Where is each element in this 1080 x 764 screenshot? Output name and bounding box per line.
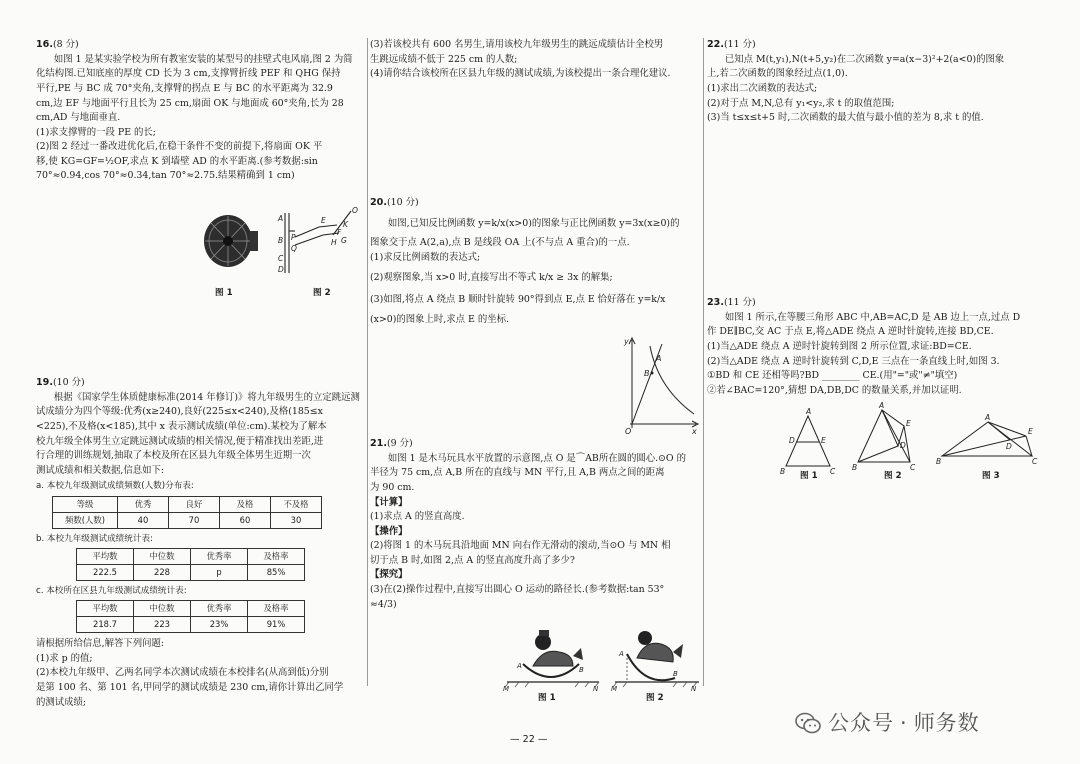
question-part: (1)求出二次函数的表达式; xyxy=(707,83,818,95)
table-cell: 频数(人数) xyxy=(53,512,118,528)
question-line: 图象交于点 A(2,a),点 B 是线段 OA 上(不与点 A 重合)的一点. xyxy=(370,237,630,249)
question-score: (11 分) xyxy=(724,39,756,50)
svg-text:D: D xyxy=(789,436,795,445)
table-header-cell: 良好 xyxy=(169,496,220,512)
table-cell: 30 xyxy=(271,512,322,528)
table-header-cell: 等级 xyxy=(53,496,118,512)
question-line: <225),不及格(x<185),其中 x 表示测试成绩(单位:cm).某校为了解本 xyxy=(36,421,327,433)
question-part: 70°≈0.94,cos 70°≈0.34,tan 70°≈2.75.结果精确到 1 cm) xyxy=(36,170,295,182)
question-part: (3)当 t≤x≤t+5 时,二次函数的最大值与最小值的差为 8,求 t 的值. xyxy=(707,112,984,124)
fan-structure-diagram xyxy=(273,207,363,279)
svg-text:P: P xyxy=(291,233,296,242)
table-cell: 60 xyxy=(220,512,271,528)
svg-text:C: C xyxy=(910,463,916,472)
column-left xyxy=(36,38,370,184)
question-part: (1)求支撑臂的一段 PE 的长; xyxy=(36,126,156,138)
question-line: 根据《国家学生体质健康标准(2014 年修订)》将九年级男生的立定跳远测 xyxy=(53,391,360,403)
table-header-cell: 及格率 xyxy=(248,601,305,617)
svg-text:O: O xyxy=(352,206,358,215)
table-header-cell: 平均数 xyxy=(77,548,134,564)
table-cell: 40 xyxy=(118,512,169,528)
question-line: 测试成绩和相关数据,信息如下: xyxy=(36,464,165,476)
svg-text:E: E xyxy=(321,216,326,225)
svg-text:C: C xyxy=(278,254,284,263)
school-stats-table xyxy=(76,548,305,581)
question-line: 如图,已知反比例函数 y=k/x(x>0)的图象与正比例函数 y=3x(x≥0)的 xyxy=(387,217,680,229)
svg-text:B: B xyxy=(780,467,786,476)
rocking-horse-figure-2 xyxy=(611,630,701,692)
question-part: (1)当△ADE 绕点 A 逆时针旋转到图 2 所示位置,求证:BD=CE. xyxy=(707,341,972,353)
section-heading: 【计算】 xyxy=(370,496,408,508)
question-part: 生跳远成绩不低于 225 cm 的人数; xyxy=(370,53,518,65)
svg-text:A: A xyxy=(806,407,812,416)
question-number: 20. xyxy=(370,197,387,208)
question-part: (2)将图 1 的木马玩具沿地面 MN 向右作无滑动的滚动,当⊙O 与 MN 相 xyxy=(370,540,671,552)
table-header-cell: 及格率 xyxy=(248,548,305,564)
figure-caption: 图 2 xyxy=(646,693,664,703)
question-line: 如图 1 是木马玩具水平放置的示意图,点 O 是⌒AB所在圆的圆心.⊙O 的 xyxy=(387,452,686,464)
svg-text:Q: Q xyxy=(291,244,297,253)
question-part: (x>0)的图象上时,求点 E 的坐标. xyxy=(370,313,509,325)
question-part: (2)本校九年级甲、乙两名同学本次测试成绩在本校排名(从高到低)分别 xyxy=(36,667,329,679)
question-number: 21. xyxy=(370,438,387,449)
question-part: 移,使 KG=GF=½OF,求点 K 到墙壁 AD 的水平距离.(参考数据:sin xyxy=(36,155,318,167)
figure-caption: 图 2 xyxy=(884,471,902,481)
table-header-cell: 平均数 xyxy=(77,601,134,617)
question-line: cm,AD 与地面垂直. xyxy=(36,112,121,124)
line-label-n: N xyxy=(691,685,697,693)
fan-photo-figure xyxy=(200,213,260,275)
figure-caption: 图 3 xyxy=(982,471,1000,481)
question-score: (10 分) xyxy=(53,377,85,388)
question-line: cm,边 EF 与地面平行且长为 25 cm,扇面 OK 与地面成 60°夹角,长为 28 xyxy=(36,97,344,109)
question-16 xyxy=(36,38,370,184)
svg-text:A: A xyxy=(278,214,284,223)
table-header-cell: 优秀率 xyxy=(191,601,248,617)
svg-text:D: D xyxy=(900,441,906,450)
function-graph xyxy=(624,336,700,436)
district-stats-table xyxy=(76,600,305,633)
point-label-b: B xyxy=(673,670,678,678)
question-number: 16. xyxy=(36,39,53,50)
question-line: 已知点 M(t,y₁),N(t+5,y₂)在二次函数 y=a(x−3)²+2(a<0)的图象 xyxy=(724,53,1005,65)
triangle-figure-2 xyxy=(852,401,918,472)
figure-caption: 图 1 xyxy=(800,471,818,481)
question-number: 22. xyxy=(707,39,724,50)
question-part: (2)图 2 经过一番改进优化后,在稳干条件不变的前提下,将扇面 OK 平 xyxy=(36,141,323,153)
column-divider-right xyxy=(703,38,704,686)
table-cell: 91% xyxy=(248,617,305,633)
question-part: 是第 100 名、第 101 名,甲同学的测试成绩是 230 cm,请你计算出乙同学 xyxy=(36,682,344,693)
svg-text:G: G xyxy=(341,236,347,245)
question-score: (9 分) xyxy=(387,438,413,449)
question-22 xyxy=(707,38,1047,126)
question-score: (10 分) xyxy=(387,197,419,208)
watermark-left: 公众号 xyxy=(828,711,894,735)
svg-text:B: B xyxy=(852,463,858,472)
table-cell: 218.7 xyxy=(77,617,134,633)
svg-text:E: E xyxy=(821,436,826,445)
point-label-b: B xyxy=(644,369,650,378)
watermark-right: 师务数 xyxy=(913,711,980,735)
question-line: 请根据所给信息,解答下列问题: xyxy=(36,638,165,650)
rocking-horse-figure-1 xyxy=(503,630,603,692)
axis-label-y: y xyxy=(624,337,629,346)
line-label-m: M xyxy=(611,685,618,693)
svg-text:B: B xyxy=(278,236,284,245)
question-score: (11 分) xyxy=(724,297,756,308)
svg-text:D: D xyxy=(1006,442,1012,451)
question-line: 如图 1 是某实验学校为所有教室安装的某型号的挂壁式电风扇,图 2 为简 xyxy=(53,53,353,65)
question-part: (3)若该校共有 600 名男生,请用该校九年级男生的跳远成绩估计全校男 xyxy=(370,39,664,50)
origin-label: O xyxy=(625,427,632,436)
figure-caption: 图 1 xyxy=(538,693,556,703)
question-part: 的测试成绩; xyxy=(36,696,87,708)
question-part: (2)观察图象,当 x>0 时,直接写出不等式 k/x ≥ 3x 的解集; xyxy=(370,271,613,283)
table-cell: 228 xyxy=(134,564,191,580)
question-part: (1)求反比例函数的表达式; xyxy=(370,252,481,264)
frequency-table xyxy=(52,496,322,529)
line-label-m: M xyxy=(503,685,510,693)
question-line: 行合理的训练规划,抽取了本校及所在区县九年级全体男生近期一次 xyxy=(36,450,311,462)
point-label-a: A xyxy=(619,650,624,658)
table-cell: 223 xyxy=(134,617,191,633)
question-line: 化结构图.已知底座的厚度 CD 长为 3 cm,支撑臂折线 PEF 和 QHG 保持 xyxy=(36,68,341,80)
table-header-cell: 优秀 xyxy=(118,496,169,512)
question-number: 23. xyxy=(707,297,724,308)
question-part: (1)求点 A 的竖直高度. xyxy=(370,511,465,523)
question-part: (3)在(2)操作过程中,直接写出圆心 O 运动的路径长.(参考数据:tan 53° xyxy=(370,584,665,596)
table-cell: p xyxy=(191,564,248,580)
svg-text:C: C xyxy=(830,467,836,476)
watermark xyxy=(828,707,980,740)
wechat-logo-icon xyxy=(795,712,821,734)
question-part: (2)当△ADE 绕点 A 逆时针旋转到 C,D,E 三点在一条直线上时,如图 3. xyxy=(707,355,1000,367)
svg-text:E: E xyxy=(906,419,911,428)
question-line: 上,若二次函数的图象经过点(1,0). xyxy=(707,68,848,80)
table-label: b. 本校九年级测试成绩统计表: xyxy=(36,533,153,544)
question-line: 试成绩分为四个等级:优秀(x≥240),良好(225≤x<240),及格(185≤x xyxy=(36,406,323,418)
section-heading: 【操作】 xyxy=(370,525,408,537)
svg-text:A: A xyxy=(985,413,991,422)
table-header-cell: 及格 xyxy=(220,496,271,512)
point-label-a: A xyxy=(517,662,522,670)
svg-text:E: E xyxy=(1028,427,1033,436)
section-heading: 【探究】 xyxy=(370,569,408,581)
question-line: 平行,PE 与 BC 成 70°夹角,支撑臂的拐点 E 与 BC 的水平距离为 32.9 xyxy=(36,83,333,95)
point-label-a: A xyxy=(656,354,662,363)
table-label: a. 本校九年级测试成绩频数(人数)分布表: xyxy=(36,481,194,492)
table-header-cell: 不及格 xyxy=(271,496,322,512)
question-line: 半径为 75 cm,点 A,B 所在的直线与 MN 平行,且 A,B 两点之间的距离 xyxy=(370,467,665,479)
question-score: (8 分) xyxy=(53,39,79,50)
figure-caption: 图 2 xyxy=(313,288,331,298)
table-label: c. 本校所在区县九年级测试成绩统计表: xyxy=(36,585,187,596)
point-label-b: B xyxy=(579,666,584,674)
question-part: (2)对于点 M,N,总有 y₁<y₂,求 t 的取值范围; xyxy=(707,97,895,109)
column-middle xyxy=(370,38,700,82)
figure-caption: 图 1 xyxy=(215,288,233,298)
question-23 xyxy=(707,296,1047,398)
question-part: ②若∠BAC=120°,猜想 DA,DB,DC 的数量关系,并加以证明. xyxy=(707,384,962,396)
question-part: (4)请你结合该校所在区县九年级的测试成绩,为该校提出一条合理化建议. xyxy=(370,68,671,80)
question-line: 为 90 cm. xyxy=(370,482,415,494)
svg-text:A: A xyxy=(879,401,885,410)
question-19 xyxy=(36,376,370,710)
table-header-cell: 优秀率 xyxy=(191,548,248,564)
table-cell: 222.5 xyxy=(77,564,134,580)
svg-text:H: H xyxy=(331,238,337,247)
page-number: — 22 — xyxy=(510,734,548,745)
question-part: (3)如图,将点 A 绕点 B 顺时针旋转 90°得到点 E,点 E 恰好落在 y=k/x xyxy=(370,294,666,306)
question-21 xyxy=(370,437,700,612)
question-number: 19. xyxy=(36,377,53,388)
table-header-cell: 中位数 xyxy=(134,601,191,617)
table-cell: 70 xyxy=(169,512,220,528)
question-part: ①BD 和 CE 还相等吗?BD ________ CE.(用"="或"≠"填空) xyxy=(707,370,958,382)
table-header-cell: 中位数 xyxy=(134,548,191,564)
line-label-n: N xyxy=(593,685,599,693)
svg-text:D: D xyxy=(278,265,284,274)
table-cell: 23% xyxy=(191,617,248,633)
svg-text:F: F xyxy=(337,228,342,237)
svg-text:B: B xyxy=(936,457,942,466)
axis-label-x: x xyxy=(692,427,697,436)
svg-text:C: C xyxy=(1032,457,1038,466)
question-part: ≈4/3) xyxy=(370,598,397,610)
question-line: 校九年级全体男生立定跳远测试成绩的相关情况,便于精准找出差距,进 xyxy=(36,435,324,447)
svg-text:K: K xyxy=(343,220,348,229)
question-part: 切于点 B 时,如图 2,点 A 的竖直高度升高了多少? xyxy=(370,554,575,566)
question-line: 作 DE∥BC,交 AC 于点 E,将△ADE 绕点 A 逆时针旋转,连接 BD,CE. xyxy=(707,326,994,338)
triangle-figure-3 xyxy=(936,413,1042,466)
question-20 xyxy=(370,196,700,327)
question-line: 如图 1 所示,在等腰三角形 ABC 中,AB=AC,D 是 AB 边上一点,过点 D xyxy=(724,311,1021,323)
watermark-dot: · xyxy=(900,711,908,735)
question-part: (1)求 p 的值; xyxy=(36,652,93,664)
table-cell: 85% xyxy=(248,564,305,580)
